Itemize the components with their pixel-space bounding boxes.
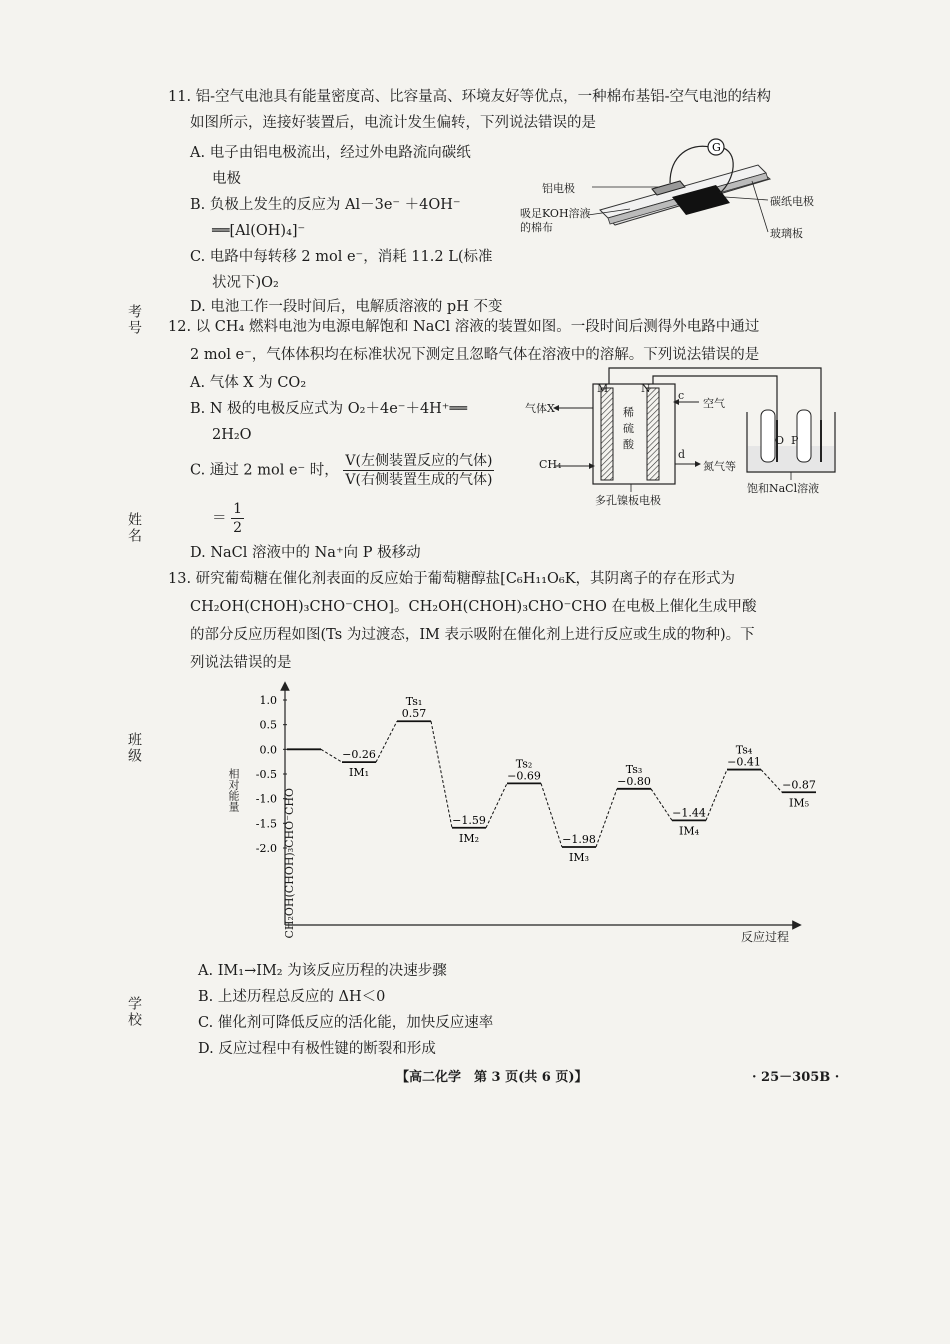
energy-value-label: −0.69	[507, 769, 541, 783]
q13-option-a: A. IM₁→IM₂ 为该反应历程的决速步骤	[198, 963, 447, 979]
transition-connector	[706, 770, 727, 821]
cotton-label-2: 的棉布	[520, 221, 553, 234]
electrode-m	[601, 388, 613, 480]
page-footer: 【高二化学 第 3 页(共 6 页)】	[396, 1070, 588, 1085]
state-name-label: Ts₄	[735, 743, 753, 757]
q12-stem-line2: 2 mol e⁻，气体体积均在标准状况下测定且忽略气体在溶液中的溶解。下列说法错误的是	[190, 347, 760, 363]
q13-stem-line1: 13. 研究葡萄糖在催化剂表面的反应始于葡萄糖醇盐[C₆H₁₁O₆K，其阴离子的存在形式为	[168, 571, 736, 587]
transition-connector	[541, 783, 562, 847]
transition-connector	[321, 749, 342, 762]
label-p: P	[791, 434, 799, 447]
label-nickel-electrode: 多孔镍板电极	[595, 494, 661, 507]
q11-stem-line1: 11. 铝-空气电池具有能量密度高、比容量高、环境友好等优点，一种棉布基铝-空气电池的结构	[168, 89, 771, 105]
q12-option-c	[190, 452, 494, 489]
label-n2: 氮气等	[703, 460, 736, 473]
energy-profile-svg	[225, 680, 816, 950]
q12-option-c-prefix: C. 通过 2 mol e⁻ 时，	[190, 462, 339, 479]
electrolysis-figure	[525, 362, 835, 512]
q12-option-b-line2: 2H₂O	[212, 427, 252, 443]
fraction-numerator: V(左侧装置反应的气体)	[345, 453, 493, 469]
state-name-label: IM₂	[458, 831, 480, 845]
q12-stem-line1: 12. 以 CH₄ 燃料电池为电源电解饱和 NaCl 溶液的装置如图。一段时间后测得外电路中通过	[168, 319, 760, 335]
y-tick-label: 0.5	[259, 718, 277, 732]
cotton-label-1: 吸足KOH溶液	[520, 207, 591, 220]
energy-value-label: −1.44	[672, 806, 706, 820]
state-name-label: Ts₁	[405, 695, 423, 709]
one-half-fraction	[231, 500, 244, 537]
label-acid-1: 稀	[623, 406, 634, 419]
label-air: 空气	[703, 397, 725, 410]
school-label: 学校	[126, 996, 142, 1028]
transition-connector	[431, 721, 452, 828]
state-name-label: Ts₂	[515, 757, 533, 771]
electrode-n	[647, 388, 659, 480]
energy-value-label: −1.59	[452, 813, 486, 827]
state-name-label: IM₃	[568, 851, 590, 865]
q11-option-a-line1: A. 电子由铝电极流出，经过外电路流向碳纸	[190, 145, 471, 161]
q13-option-d: D. 反应过程中有极性键的断裂和形成	[198, 1041, 436, 1057]
q13-option-b: B. 上述历程总反应的 ΔH＜0	[198, 989, 386, 1005]
state-name-label: IM₅	[788, 796, 810, 810]
label-c: c	[678, 389, 685, 402]
fraction-denominator: V(右侧装置生成的气体)	[345, 472, 493, 488]
q12-option-d: D. NaCl 溶液中的 Na⁺向 P 极移动	[190, 545, 421, 561]
q12-option-b-line1: B. N 极的电极反应式为 O₂＋4e⁻＋4H⁺══	[190, 401, 467, 417]
q11-option-a-line2: 电极	[212, 171, 241, 187]
x-axis-label: 反应过程	[741, 930, 790, 944]
y-tick-label: -1.0	[255, 792, 277, 806]
q11-option-c-line1: C. 电路中每转移 2 mol e⁻，消耗 11.2 L(标准	[190, 249, 493, 265]
transition-connector	[596, 789, 617, 847]
q12-option-c-result	[212, 500, 244, 537]
start-species-label: CH₂OH(CHOH)₃CHO⁻CHO	[283, 788, 296, 939]
paper-code: · 25－305B ·	[752, 1070, 840, 1085]
exam-no-label: 考号	[126, 304, 142, 336]
y-tick-label: -2.0	[255, 842, 277, 855]
q11-option-c-line2: 状况下)O₂	[212, 275, 279, 291]
label-o: O	[775, 434, 785, 447]
q13-stem-line3: 的部分反应历程如图(Ts 为过渡态，IM 表示吸附在催化剂上进行反应或生成的物种)。下	[190, 627, 755, 643]
energy-value-label: −0.80	[617, 774, 651, 788]
y-axis-label: 相对能量	[227, 768, 240, 812]
label-acid-2: 硫	[623, 422, 634, 435]
glass-label: 玻璃板	[770, 227, 803, 240]
energy-value-label: −0.26	[342, 748, 376, 762]
test-tube-left	[761, 410, 775, 462]
transition-connector	[376, 721, 397, 762]
q13-option-c: C. 催化剂可降低反应的活化能，加快反应速率	[198, 1015, 494, 1031]
q12-volume-fraction	[343, 452, 494, 489]
test-tube-right	[797, 410, 811, 462]
energy-value-label: 0.57	[401, 707, 427, 721]
energy-profile-chart	[225, 680, 816, 950]
svg-text:G: G	[712, 141, 721, 154]
battery-figure	[520, 135, 820, 250]
energy-value-label: −0.41	[727, 755, 761, 769]
q11-option-b-line2: ══[Al(OH)₄]⁻	[212, 223, 306, 239]
y-tick-label: -0.5	[255, 768, 277, 781]
q13-stem-line2: CH₂OH(CHOH)₃CHO⁻CHO]。CH₂OH(CHOH)₃CHO⁻CHO 在电极上催化生成甲酸	[190, 599, 757, 615]
energy-value-label: −1.98	[562, 833, 596, 847]
energy-value-label: −0.87	[782, 778, 816, 792]
label-acid-3: 酸	[623, 438, 634, 451]
label-n: N	[641, 382, 651, 395]
q11-option-b-line1: B. 负极上发生的反应为 Al－3e⁻ ＋4OH⁻	[190, 197, 461, 213]
half-numerator: 1	[233, 501, 243, 517]
state-name-label: IM₁	[348, 766, 370, 780]
transition-connector	[486, 783, 507, 827]
transition-connector	[651, 789, 672, 821]
label-gas-x: 气体X	[525, 402, 555, 415]
y-tick-label: 1.0	[259, 694, 277, 707]
label-d: d	[678, 448, 686, 461]
class-label: 班级	[126, 732, 142, 764]
transition-connector	[761, 770, 782, 793]
half-denominator: 2	[233, 520, 243, 536]
label-nacl: 饱和NaCl溶液	[747, 482, 820, 495]
name-label: 姓名	[126, 512, 142, 544]
label-ch4: CH₄	[539, 458, 562, 471]
q11-stem-line2: 如图所示，连接好装置后，电流计发生偏转，下列说法错误的是	[190, 115, 596, 131]
q12-option-a: A. 气体 X 为 CO₂	[190, 375, 307, 391]
carbon-label: 碳纸电极	[770, 195, 814, 208]
y-tick-label: -1.5	[255, 817, 277, 831]
equals-sign: ＝	[212, 510, 227, 527]
q11-option-d: D. 电池工作一段时间后，电解质溶液的 pH 不变	[190, 299, 503, 315]
y-tick-label: 0.0	[259, 743, 277, 757]
q13-stem-line4: 列说法错误的是	[190, 655, 292, 671]
label-m: M	[597, 382, 609, 395]
state-name-label: Ts₃	[625, 762, 643, 776]
state-name-label: IM₄	[678, 824, 700, 838]
al-electrode-label: 铝电极	[542, 182, 575, 195]
